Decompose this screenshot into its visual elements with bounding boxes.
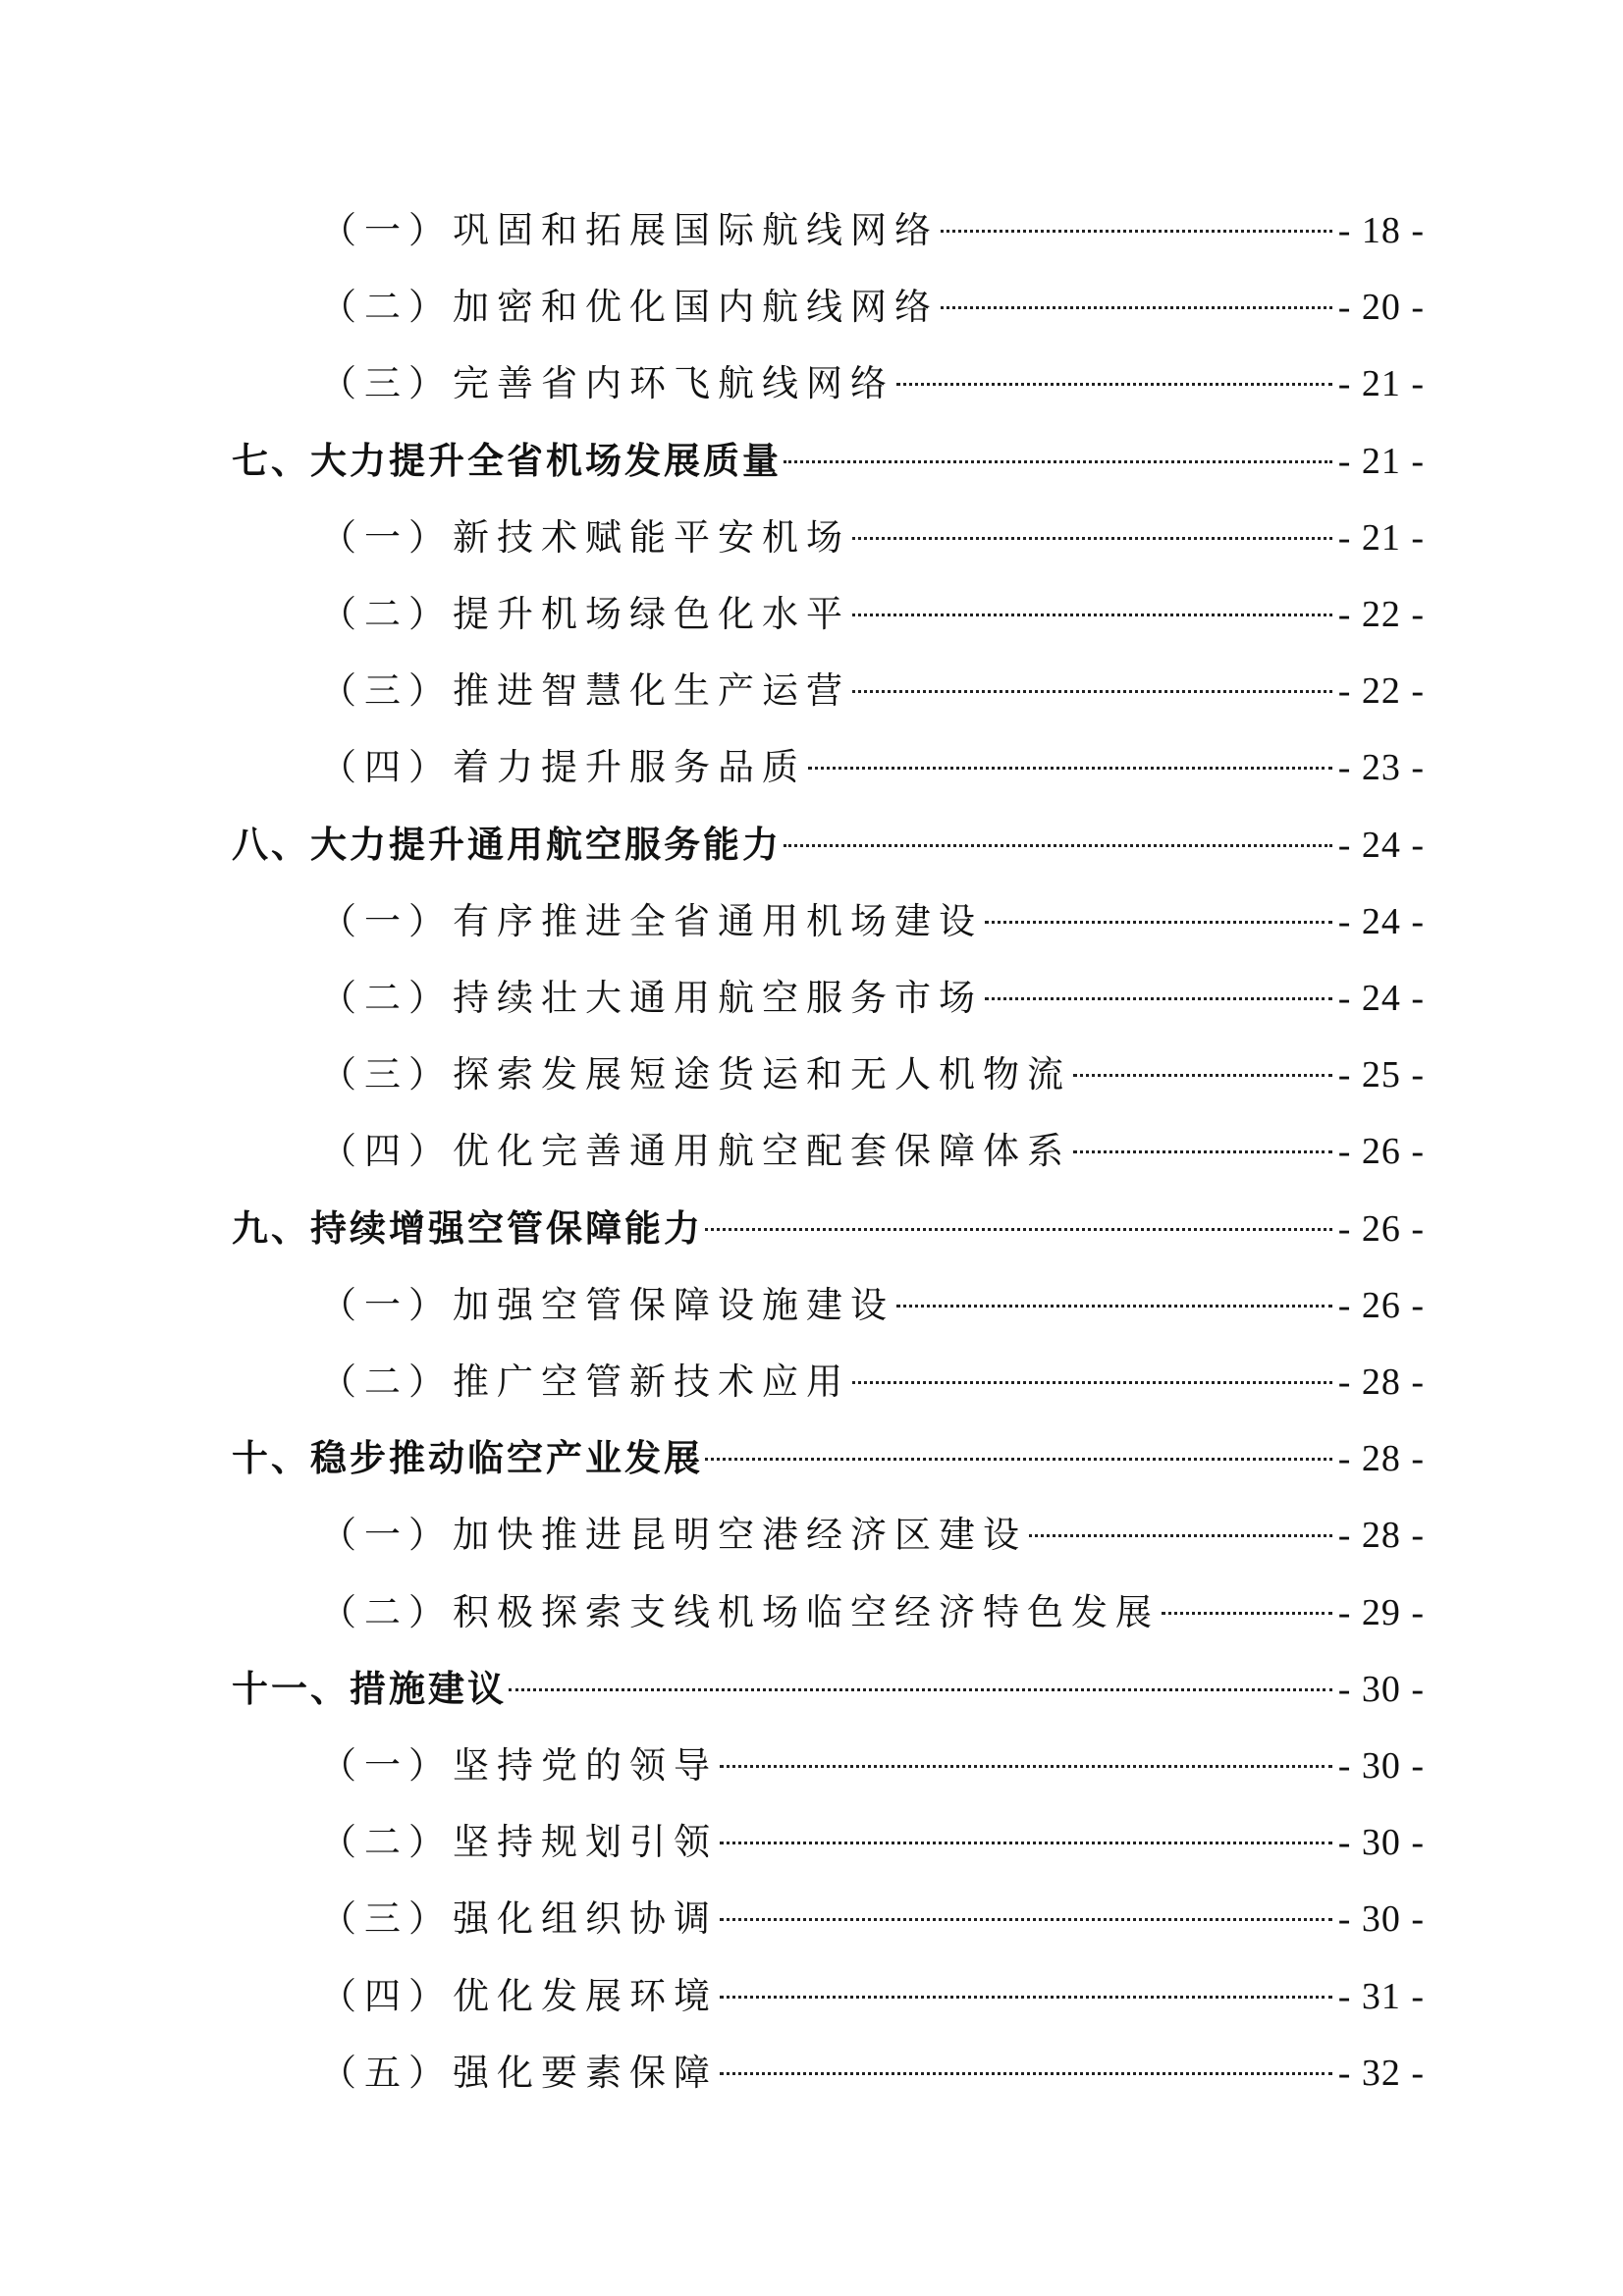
toc-dot-leader <box>985 997 1332 1000</box>
toc-entry-title: （三）强化组织协调 <box>320 1897 718 1941</box>
toc-dot-leader <box>896 383 1332 386</box>
toc-dot-leader <box>720 2072 1332 2075</box>
toc-dot-leader <box>852 1381 1332 1384</box>
toc-entry-title: （三）推进智慧化生产运营 <box>320 669 850 713</box>
toc-section-entry[interactable] <box>320 1813 1425 1872</box>
toc-chapter-entry[interactable] <box>232 1660 1425 1719</box>
toc-page-number: - 24 - <box>1337 900 1425 942</box>
toc-page-number: - 24 - <box>1337 824 1425 866</box>
toc-section-entry[interactable] <box>320 1353 1425 1412</box>
toc-page-number: - 30 - <box>1337 1668 1425 1710</box>
toc-entry-title: 九、持续增强空管保障能力 <box>232 1206 703 1250</box>
toc-page-number: - 26 - <box>1337 1131 1425 1173</box>
toc-section-entry[interactable] <box>320 508 1425 567</box>
toc-entry-title: （一）新技术赋能平安机场 <box>320 515 850 559</box>
toc-dot-leader <box>1029 1534 1332 1537</box>
toc-section-entry[interactable] <box>320 585 1425 644</box>
toc-page-number: - 21 - <box>1337 363 1425 405</box>
toc-entry-title: 十、稳步推动临空产业发展 <box>232 1437 703 1480</box>
toc-page-number: - 26 - <box>1337 1207 1425 1250</box>
toc-dot-leader <box>705 1228 1332 1231</box>
toc-page-number: - 21 - <box>1337 440 1425 482</box>
toc-page-number: - 23 - <box>1337 747 1425 789</box>
toc-page-number: - 30 - <box>1337 1898 1425 1941</box>
toc-page-number: - 28 - <box>1337 1362 1425 1403</box>
toc-section-entry[interactable] <box>320 278 1425 337</box>
toc-dot-leader <box>941 306 1332 309</box>
toc-entry-title: （四）着力提升服务品质 <box>320 746 806 789</box>
toc-section-entry[interactable] <box>320 892 1425 951</box>
toc-entry-title: （二）提升机场绿色化水平 <box>320 593 850 635</box>
toc-section-entry[interactable] <box>320 1276 1425 1335</box>
toc-dot-leader <box>852 537 1332 540</box>
toc-dot-leader <box>705 1458 1332 1461</box>
toc-entry-title: （二）持续壮大通用航空服务市场 <box>320 977 983 1019</box>
toc-entry-title: （四）优化发展环境 <box>320 1974 718 2017</box>
toc-entry-title: （一）坚持党的领导 <box>320 1744 718 1787</box>
toc-section-entry[interactable] <box>320 201 1425 260</box>
toc-dot-leader <box>720 1918 1332 1921</box>
toc-dot-leader <box>808 767 1332 770</box>
toc-entry-title: （五）强化要素保障 <box>320 2051 718 2094</box>
toc-dot-leader <box>941 230 1332 233</box>
toc-entry-title: （二）加密和优化国内航线网络 <box>320 286 939 329</box>
toc-page-number: - 30 - <box>1337 1745 1425 1787</box>
toc-chapter-entry[interactable] <box>232 1200 1425 1258</box>
toc-page-number: - 22 - <box>1337 594 1425 635</box>
toc-page-number: - 20 - <box>1337 287 1425 329</box>
toc-page-number: - 24 - <box>1337 978 1425 1019</box>
toc-page-number: - 32 - <box>1337 2052 1425 2094</box>
toc-entry-title: （二）推广空管新技术应用 <box>320 1361 850 1403</box>
toc-page-number: - 30 - <box>1337 1822 1425 1864</box>
toc-chapter-entry[interactable] <box>232 816 1425 875</box>
toc-dot-leader <box>720 1996 1332 1999</box>
toc-dot-leader <box>720 1765 1332 1768</box>
toc-entry-title: （四）优化完善通用航空配套保障体系 <box>320 1130 1071 1173</box>
toc-entry-title: （一）巩固和拓展国际航线网络 <box>320 209 939 251</box>
toc-entry-title: （一）有序推进全省通用机场建设 <box>320 899 983 942</box>
toc-page-number: - 25 - <box>1337 1054 1425 1096</box>
toc-entry-title: 七、大力提升全省机场发展质量 <box>232 439 782 482</box>
toc-page-number: - 31 - <box>1337 1975 1425 2017</box>
toc-section-entry[interactable] <box>320 969 1425 1028</box>
toc-section-entry[interactable] <box>320 1045 1425 1104</box>
toc-dot-leader <box>784 460 1332 463</box>
toc-dot-leader <box>1162 1612 1332 1615</box>
toc-dot-leader <box>852 614 1332 616</box>
toc-section-entry[interactable] <box>320 1890 1425 1949</box>
toc-entry-title: （二）坚持规划引领 <box>320 1821 718 1864</box>
toc-dot-leader <box>720 1842 1332 1844</box>
toc-chapter-entry[interactable] <box>232 1429 1425 1488</box>
toc-dot-leader <box>509 1688 1332 1691</box>
toc-dot-leader <box>1073 1074 1332 1077</box>
toc-dot-leader <box>896 1305 1332 1308</box>
toc-section-entry[interactable] <box>320 738 1425 797</box>
toc-dot-leader <box>784 844 1332 847</box>
toc-section-entry[interactable] <box>320 662 1425 721</box>
toc-section-entry[interactable] <box>320 1122 1425 1181</box>
toc-dot-leader <box>985 921 1332 924</box>
toc-section-entry[interactable] <box>320 1506 1425 1565</box>
toc-section-entry[interactable] <box>320 354 1425 413</box>
toc-section-entry[interactable] <box>320 1967 1425 2026</box>
toc-page-number: - 28 - <box>1337 1515 1425 1557</box>
toc-entry-title: （二）积极探索支线机场临空经济特色发展 <box>320 1590 1160 1633</box>
toc-entry-title: （一）加强空管保障设施建设 <box>320 1283 894 1326</box>
toc-page-number: - 21 - <box>1337 516 1425 559</box>
toc-entry-title: 十一、措施建议 <box>232 1667 507 1710</box>
toc-section-entry[interactable] <box>320 1583 1425 1642</box>
toc-entry-title: （三）完善省内环飞航线网络 <box>320 362 894 405</box>
toc-page-number: - 28 - <box>1337 1438 1425 1480</box>
toc-section-entry[interactable] <box>320 2044 1425 2103</box>
toc-page-number: - 18 - <box>1337 210 1425 251</box>
toc-page-number: - 29 - <box>1337 1591 1425 1633</box>
toc-page-number: - 22 - <box>1337 670 1425 713</box>
toc-entry-title: （一）加快推进昆明空港经济区建设 <box>320 1514 1027 1557</box>
toc-entry-title: （三）探索发展短途货运和无人机物流 <box>320 1053 1071 1096</box>
toc-dot-leader <box>1073 1150 1332 1153</box>
toc-chapter-entry[interactable] <box>232 432 1425 491</box>
toc-page-number: - 26 - <box>1337 1284 1425 1326</box>
toc-section-entry[interactable] <box>320 1736 1425 1795</box>
toc-entry-title: 八、大力提升通用航空服务能力 <box>232 823 782 866</box>
toc-dot-leader <box>852 690 1332 693</box>
